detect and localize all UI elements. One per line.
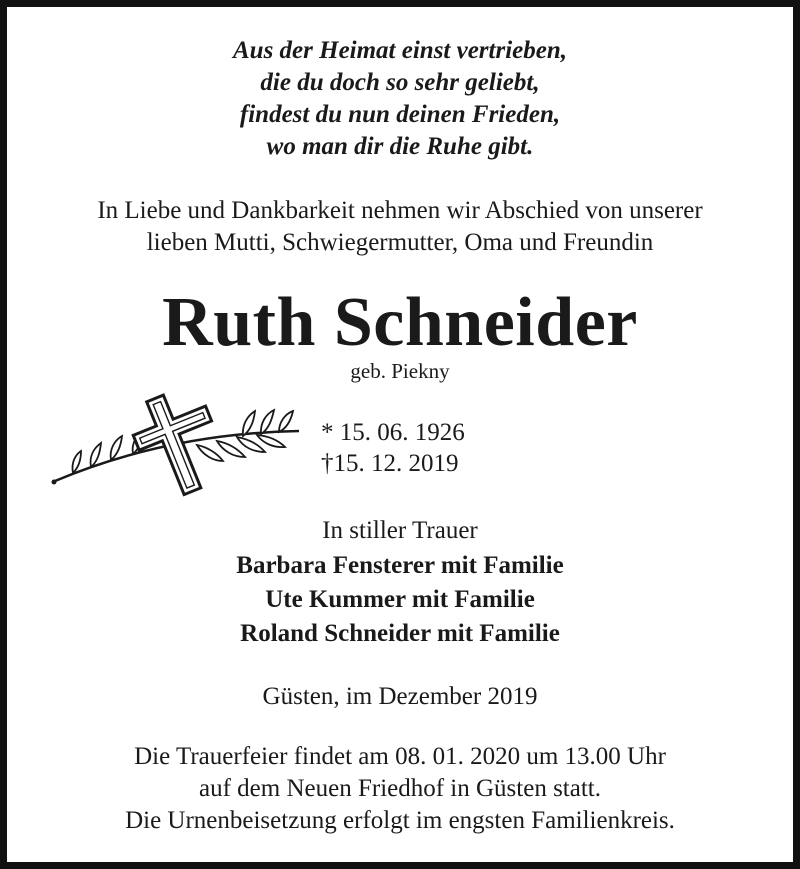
intro-text: [7, 195, 793, 259]
life-dates: [321, 417, 465, 479]
poem-line: findest du nun deinen Frieden,: [239, 101, 561, 128]
birth-date: * 15. 06. 1926: [321, 419, 465, 446]
poem-line: wo man dir die Ruhe gibt.: [266, 133, 534, 160]
funeral-info: [7, 741, 793, 837]
death-date: †15. 12. 2019: [321, 450, 459, 477]
mourning-heading: In stiller Trauer: [322, 517, 478, 544]
funeral-line: auf dem Neuen Friedhof in Güsten statt.: [199, 775, 601, 802]
funeral-line: Die Urnenbeisetzung erfolgt im engsten Familienkreis.: [125, 807, 675, 834]
cross-with-palm-branch-icon: [47, 385, 307, 500]
mourner-list: [7, 549, 793, 651]
place-and-date: Güsten, im Dezember 2019: [262, 683, 538, 710]
mourner-family: Roland Schneider mit Familie: [240, 620, 560, 647]
maiden-name: geb. Piekny: [350, 359, 450, 383]
intro-line: lieben Mutti, Schwiegermutter, Oma und Freundin: [146, 229, 654, 256]
poem-line: die du doch so sehr geliebt,: [260, 69, 540, 96]
mourner-family: Ute Kummer mit Familie: [265, 586, 535, 613]
mourner-family: Barbara Fensterer mit Familie: [236, 552, 564, 579]
intro-line: In Liebe und Dankbarkeit nehmen wir Abschied von unserer: [97, 197, 703, 224]
poem-line: Aus der Heimat einst vertrieben,: [232, 37, 568, 64]
funeral-line: Die Trauerfeier findet am 08. 01. 2020 um 13.00 Uhr: [134, 743, 666, 770]
memorial-poem: [7, 35, 793, 163]
deceased-name: Ruth Schneider: [162, 284, 638, 361]
